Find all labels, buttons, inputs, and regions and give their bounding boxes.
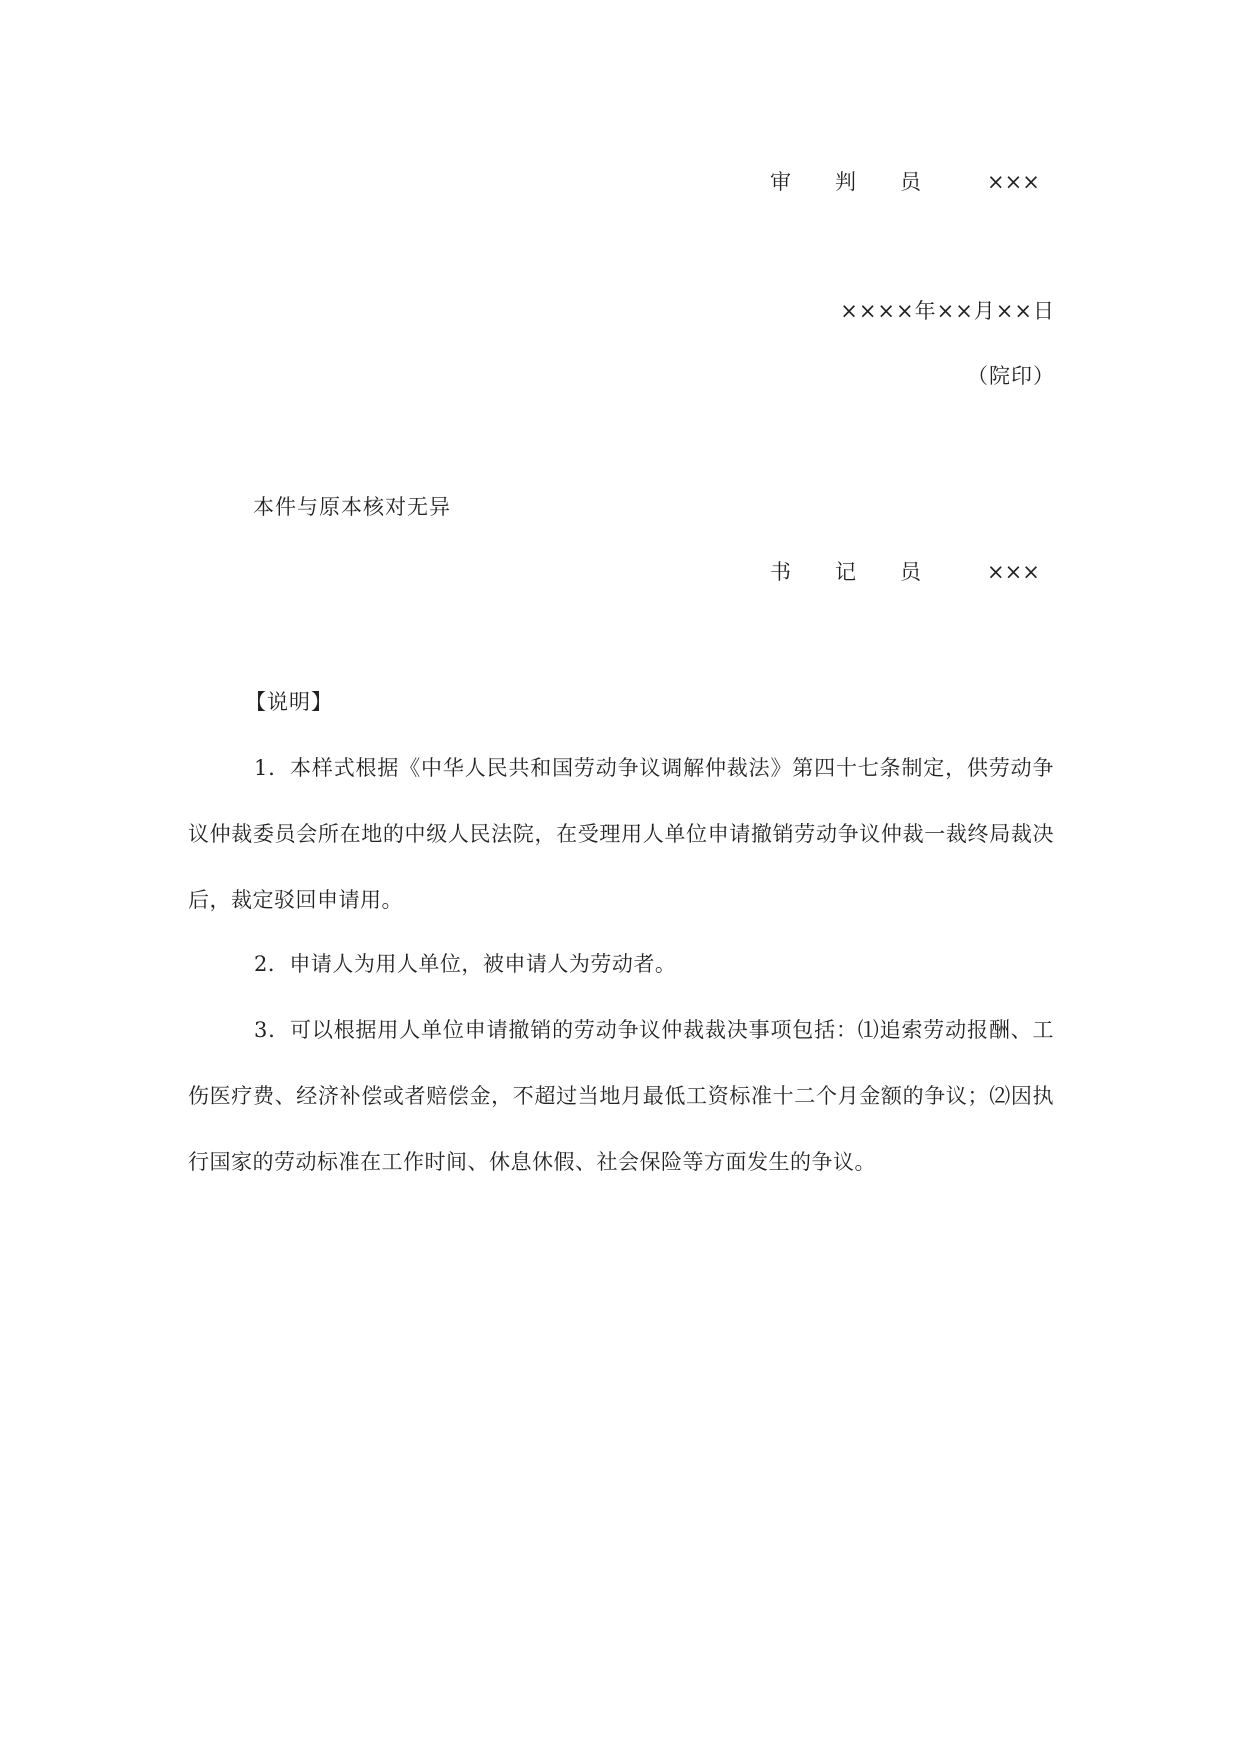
judge-title-char-3: 员: [900, 170, 921, 194]
judge-title-char-1: 审: [770, 170, 791, 194]
court-seal-label: （院印）: [967, 364, 1055, 388]
clerk-title-char-3: 员: [900, 560, 921, 584]
clerk-title-char-1: 书: [770, 560, 791, 584]
note-item-2: 2．申请人为用人单位，被申请人为劳动者。: [254, 952, 677, 976]
judge-name: ×××: [987, 170, 1040, 194]
verification-statement: 本件与原本核对无异: [253, 495, 451, 519]
notes-heading: 【说明】: [245, 690, 333, 714]
judgment-date: ××××年××月××日: [840, 299, 1055, 323]
note-item-1: 1．本样式根据《中华人民共和国劳动争议调解仲裁法》第四十七条制定，供劳动争议仲裁委员会所在地的中级人民法院，在受理用人单位申请撤销劳动争议仲裁一裁终局裁决后，裁定驳回申请用。: [188, 756, 1054, 912]
clerk-title-char-2: 记: [835, 560, 856, 584]
clerk-signature-row: [770, 557, 1055, 587]
judge-signature-row: [770, 167, 1055, 197]
note-item-3: 3．可以根据用人单位申请撤销的劳动争议仲裁裁决事项包括：⑴追索劳动报酬、工伤医疗费、经济补偿或者赔偿金，不超过当地月最低工资标准十二个月金额的争议；⑵因执行国家的劳动标准在工作时间、休息休假、社会保险等方面发生的争议。: [188, 1018, 1054, 1174]
clerk-name: ×××: [987, 560, 1040, 584]
judge-title-char-2: 判: [835, 170, 856, 194]
